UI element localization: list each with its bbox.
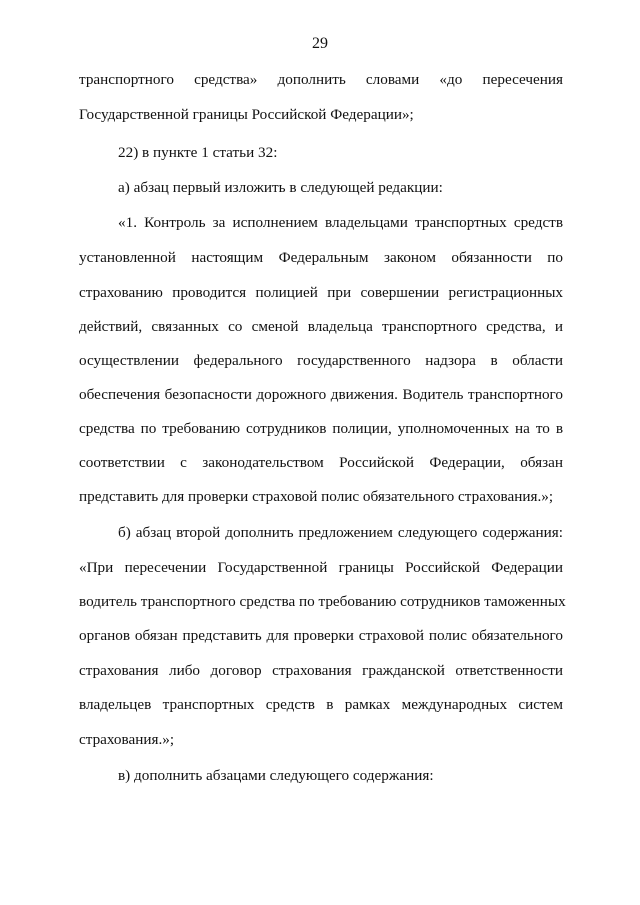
text-line-12: соответствии с законодательством Российской Федерации, обязан: [79, 454, 563, 471]
page-number: 29: [312, 35, 328, 52]
text-line-1: транспортного средства» дополнить словами «до пересечения: [79, 71, 563, 88]
text-line-21: в) дополнить абзацами следующего содержания:: [118, 767, 434, 784]
text-line-13: представить для проверки страховой полис обязательного страхования.»;: [79, 488, 554, 505]
text-line-2: Государственной границы Российской Федерации»;: [79, 106, 414, 123]
text-line-18: страхования либо договор страхования гражданской ответственности: [79, 662, 563, 679]
text-line-10: обеспечения безопасности дорожного движения. Водитель транспортного: [79, 386, 563, 403]
text-line-16: водитель транспортного средства по требованию сотрудников таможенных: [79, 593, 566, 610]
text-line-15: «При пересечении Государственной границы Российской Федерации: [79, 559, 563, 576]
text-line-11: средства по требованию сотрудников полиции, уполномоченных на то в: [79, 420, 563, 437]
text-line-19: владельцев транспортных средств в рамках международных систем: [79, 696, 563, 713]
text-line-4: а) абзац первый изложить в следующей редакции:: [118, 179, 443, 196]
text-line-8: действий, связанных со сменой владельца транспортного средства, и: [79, 318, 563, 335]
text-line-3: 22) в пункте 1 статьи 32:: [118, 144, 278, 161]
text-line-20: страхования.»;: [79, 731, 175, 748]
text-line-6: установленной настоящим Федеральным законом обязанности по: [79, 249, 563, 266]
text-line-7: страхованию проводится полицией при совершении регистрационных: [79, 284, 563, 301]
text-line-17: органов обязан представить для проверки страховой полис обязательного: [79, 627, 563, 644]
text-line-9: осуществлении федерального государственного надзора в области: [79, 352, 563, 369]
text-line-14: б) абзац второй дополнить предложением следующего содержания:: [118, 524, 563, 541]
text-line-5: «1. Контроль за исполнением владельцами транспортных средств: [118, 214, 563, 231]
